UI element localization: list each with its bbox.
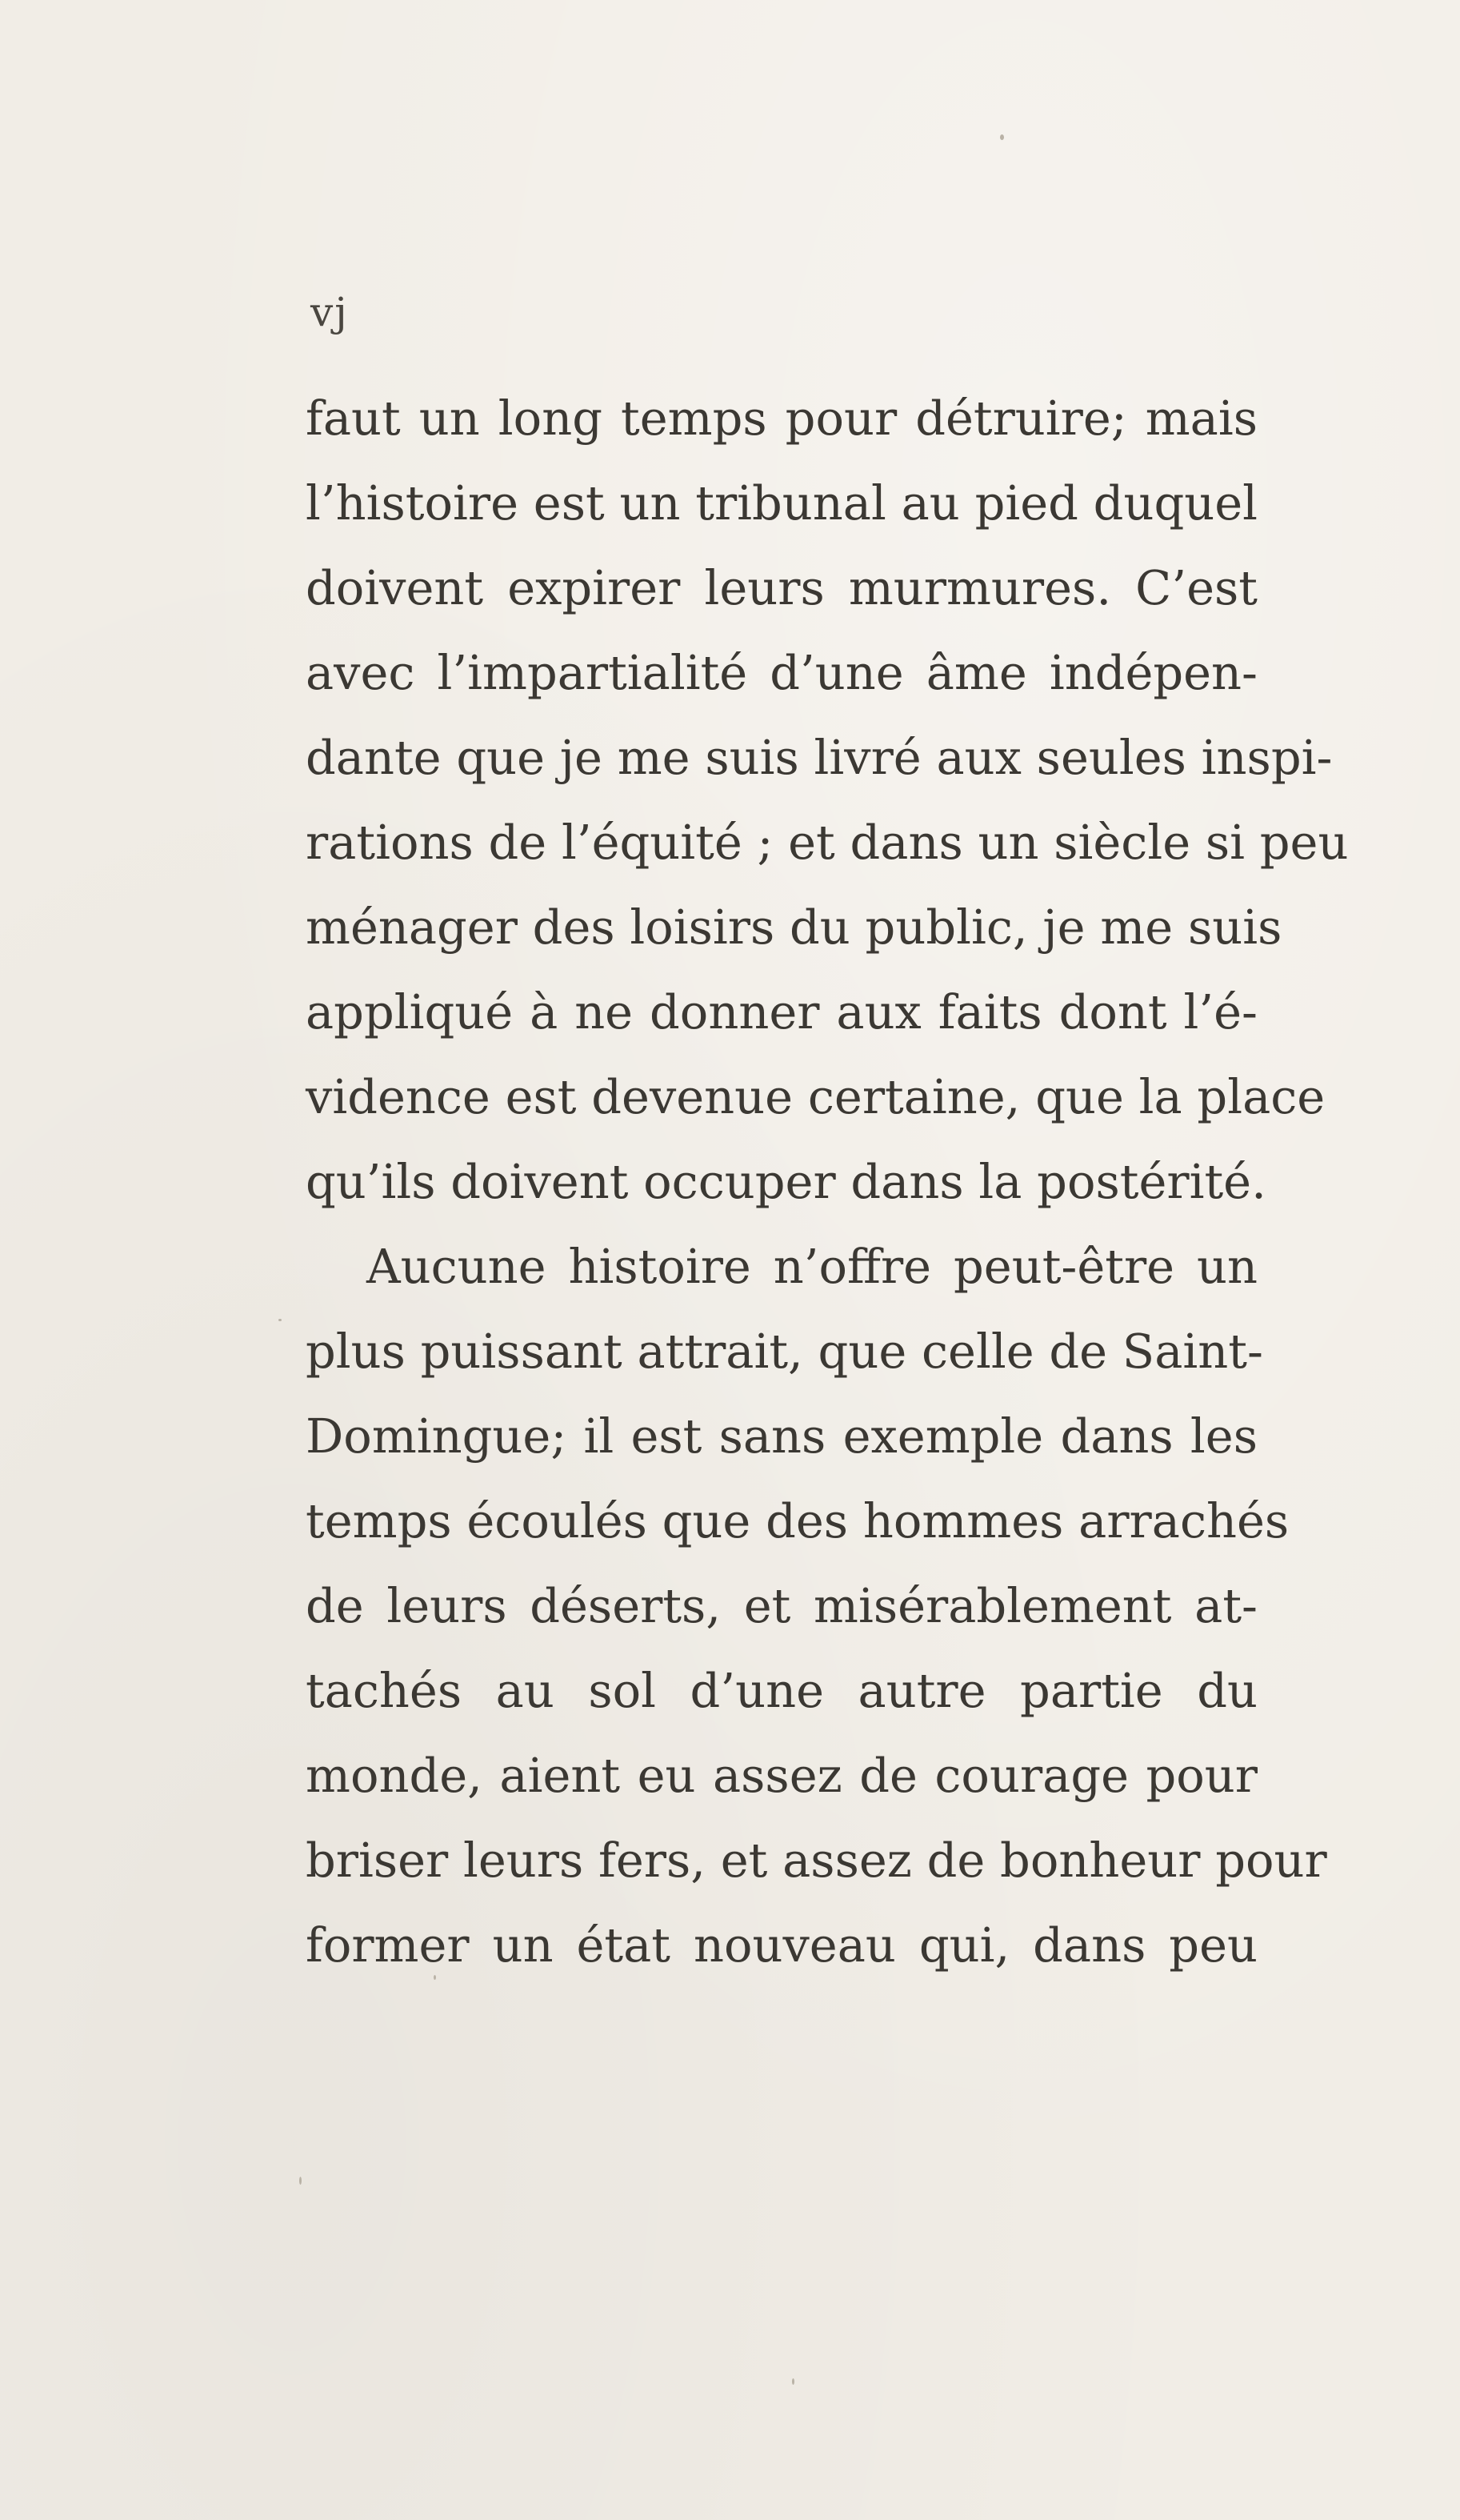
text-line: faut un long temps pour détruire; mais (306, 391, 1258, 446)
paragraph-end-line: qu’ils doivent occuper dans la postérité. (306, 1154, 1266, 1209)
text-line: de leurs déserts, et misérablement at- (306, 1578, 1258, 1633)
text-line: tachés au sol d’une autre partie du (306, 1663, 1258, 1718)
text-line: former un état nouveau qui, dans peu (306, 1917, 1258, 1973)
text-line: appliqué à ne donner aux faits dont l’é- (306, 984, 1258, 1040)
text-line: ménager des loisirs du public, je me suis (306, 899, 1282, 955)
text-line: doivent expirer leurs murmures. C’est (306, 560, 1258, 615)
text-line: rations de l’équité ; et dans un siècle si peu (306, 815, 1349, 870)
text-line: vidence est devenue certaine, que la place (306, 1069, 1326, 1124)
page-number: vj (310, 289, 349, 335)
paragraph-start-line: Aucune histoire n’offre peut-être un (366, 1239, 1258, 1294)
text-line: plus puissant attrait, que celle de Saint- (306, 1324, 1263, 1379)
text-line: l’histoire est un tribunal au pied duquel (306, 475, 1258, 531)
text-line: briser leurs fers, et assez de bonheur pour (306, 1833, 1327, 1888)
text-line: avec l’impartialité d’une âme indépen- (306, 645, 1258, 700)
text-line: Domingue; il est sans exemple dans les (306, 1408, 1258, 1464)
paper-speck (278, 1319, 282, 1321)
paper-speck (299, 2177, 302, 2185)
paper-speck (792, 2378, 794, 2385)
text-line: monde, aient eu assez de courage pour (306, 1748, 1258, 1803)
text-line: dante que je me suis livré aux seules inspi- (306, 730, 1333, 785)
paper-speck (434, 1975, 436, 1980)
body-text (306, 376, 1349, 1988)
paper-speck (1000, 134, 1004, 140)
text-line: temps écoulés que des hommes arrachés (306, 1493, 1290, 1548)
